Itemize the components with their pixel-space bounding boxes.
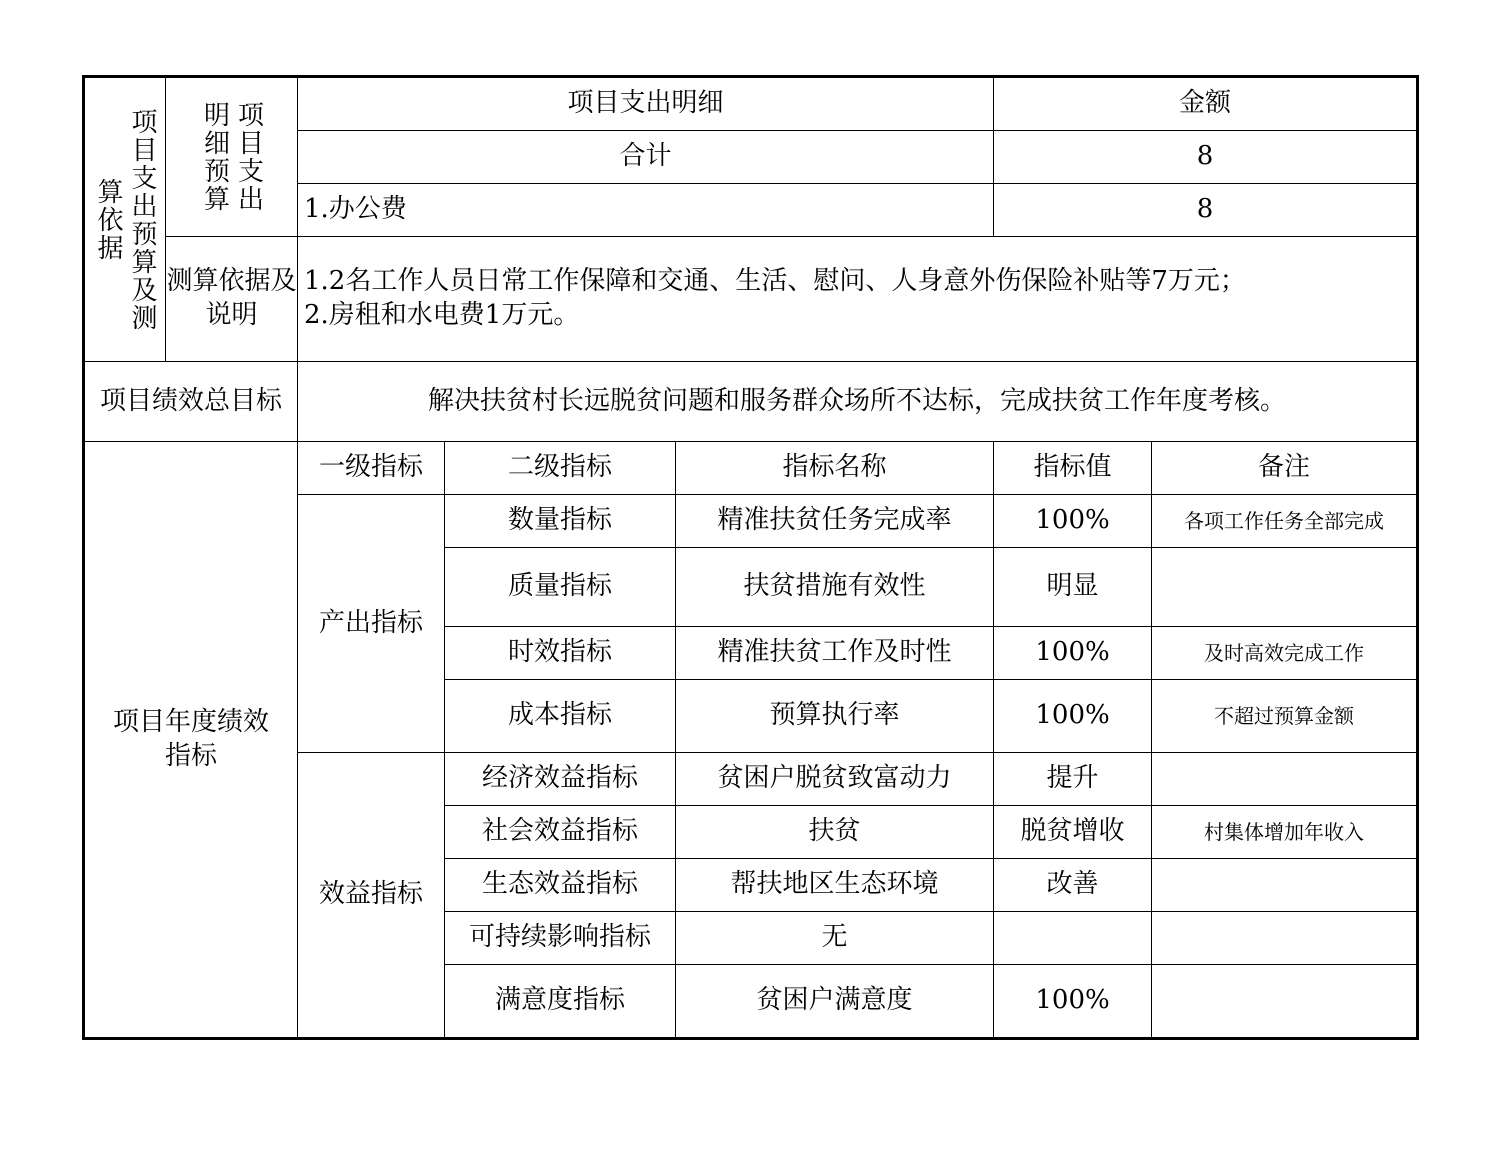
calc-line-1: 1.2名工作人员日常工作保障和交通、生活、慰问、人身意外伤保险补贴等7万元； [304, 266, 1246, 297]
row-note [1152, 548, 1418, 627]
total-label-cell: 合计 [298, 131, 994, 184]
group-output: 产出指标 [298, 495, 445, 753]
performance-table [82, 75, 1419, 1040]
row-level2: 社会效益指标 [445, 806, 676, 859]
header-note: 备注 [1152, 442, 1418, 495]
calc-basis-label: 测算依据及说明 [166, 237, 298, 362]
goal-text: 解决扶贫村长远脱贫问题和服务群众场所不达标，完成扶贫工作年度考核。 [298, 362, 1418, 442]
total-amount-cell: 8 [994, 131, 1418, 184]
calc-line-2: 2.房租和水电费1万元。 [304, 300, 580, 330]
row-name: 扶贫措施有效性 [676, 548, 994, 627]
row-value: 提升 [994, 753, 1152, 806]
header-level1: 一级指标 [298, 442, 445, 495]
row-level2: 质量指标 [445, 548, 676, 627]
row-name: 贫困户满意度 [676, 965, 994, 1039]
row-note: 村集体增加年收入 [1152, 806, 1418, 859]
header-name: 指标名称 [676, 442, 994, 495]
row-level2: 时效指标 [445, 627, 676, 680]
row-value: 100% [994, 965, 1152, 1039]
row-note: 及时高效完成工作 [1152, 627, 1418, 680]
line-item-cell: 1.办公费 [298, 184, 994, 237]
row-level2: 经济效益指标 [445, 753, 676, 806]
row-note [1152, 912, 1418, 965]
row-note [1152, 753, 1418, 806]
annual-indicators-label: 项目年度绩效指标 [84, 442, 298, 1039]
header-value: 指标值 [994, 442, 1152, 495]
row-name: 预算执行率 [676, 680, 994, 753]
calc-basis-text [298, 237, 1418, 362]
row-note [1152, 965, 1418, 1039]
goal-label: 项目绩效总目标 [84, 362, 298, 442]
row-name: 无 [676, 912, 994, 965]
header-amount-cell: 金额 [994, 77, 1418, 131]
row-note: 各项工作任务全部完成 [1152, 495, 1418, 548]
line-amount-cell: 8 [994, 184, 1418, 237]
budget-basis-label: 项目支出预算及测 算依据 [84, 77, 166, 362]
detail-budget-label: 项目支出 明细预算 [166, 77, 298, 237]
row-value [994, 912, 1152, 965]
row-level2: 数量指标 [445, 495, 676, 548]
row-name: 贫困户脱贫致富动力 [676, 753, 994, 806]
row-note: 不超过预算金额 [1152, 680, 1418, 753]
row-level2: 满意度指标 [445, 965, 676, 1039]
row-value: 明显 [994, 548, 1152, 627]
row-note [1152, 859, 1418, 912]
row-value: 脱贫增收 [994, 806, 1152, 859]
row-level2: 可持续影响指标 [445, 912, 676, 965]
row-name: 精准扶贫任务完成率 [676, 495, 994, 548]
row-value: 100% [994, 627, 1152, 680]
row-name: 扶贫 [676, 806, 994, 859]
header-level2: 二级指标 [445, 442, 676, 495]
row-name: 帮扶地区生态环境 [676, 859, 994, 912]
group-benefit: 效益指标 [298, 753, 445, 1039]
row-name: 精准扶贫工作及时性 [676, 627, 994, 680]
row-value: 改善 [994, 859, 1152, 912]
row-value: 100% [994, 495, 1152, 548]
header-item-cell: 项目支出明细 [298, 77, 994, 131]
row-level2: 生态效益指标 [445, 859, 676, 912]
row-level2: 成本指标 [445, 680, 676, 753]
row-value: 100% [994, 680, 1152, 753]
